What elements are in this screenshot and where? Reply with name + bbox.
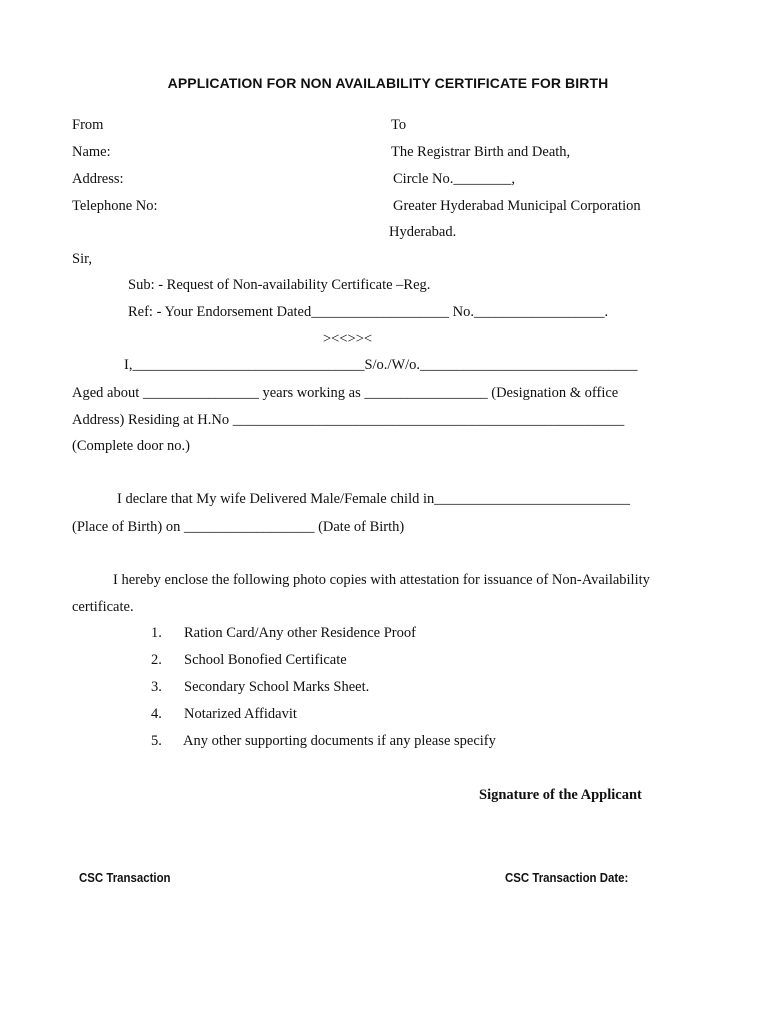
list-number: 4.	[151, 706, 162, 722]
reference-line: Ref: - Your Endorsement Dated___________________ No.__________________.	[128, 304, 609, 320]
birth-details-line: (Place of Birth) on __________________ (Date of Birth)	[72, 519, 405, 535]
salutation: Sir,	[72, 251, 92, 267]
door-line: (Complete door no.)	[72, 438, 190, 454]
signature-label: Signature of the Applicant	[479, 787, 642, 803]
from-heading: From	[72, 117, 104, 133]
enclosure-line-cont: certificate.	[72, 599, 134, 615]
list-number: 3.	[151, 679, 162, 695]
list-text: Any other supporting documents if any please specify	[183, 733, 496, 749]
to-corporation: Greater Hyderabad Municipal Corporation	[393, 198, 641, 214]
page-title: APPLICATION FOR NON AVAILABILITY CERTIFICATE FOR BIRTH	[167, 75, 609, 91]
to-circle: Circle No.________,	[393, 171, 516, 187]
applicant-line: I,________________________________S/o./W/o.______________________________	[124, 357, 638, 373]
list-number: 2.	[151, 652, 162, 668]
separator: ><<>><	[323, 331, 373, 347]
address-label: Address:	[72, 171, 124, 187]
age-line: Aged about ________________ years working as _________________ (Designation & office	[72, 385, 619, 401]
subject-line: Sub: - Request of Non-availability Certificate –Reg.	[128, 277, 431, 293]
list-text: Notarized Affidavit	[184, 706, 297, 722]
csc-transaction-date-label: CSC Transaction Date:	[505, 870, 629, 885]
list-number: 5.	[151, 733, 162, 749]
declaration-line: I declare that My wife Delivered Male/Female child in___________________________	[117, 491, 631, 507]
to-city: Hyderabad.	[389, 224, 457, 240]
list-text: Ration Card/Any other Residence Proof	[184, 625, 416, 641]
to-registrar: The Registrar Birth and Death,	[391, 144, 571, 160]
list-text: Secondary School Marks Sheet.	[184, 679, 370, 695]
enclosure-line: I hereby enclose the following photo copies with attestation for issuance of Non-Availability	[113, 572, 650, 588]
telephone-label: Telephone No:	[72, 198, 158, 214]
csc-transaction-label: CSC Transaction	[79, 870, 171, 885]
address-line: Address) Residing at H.No ______________________________________________________	[72, 412, 625, 428]
list-text: School Bonofied Certificate	[184, 652, 347, 668]
to-heading: To	[391, 117, 407, 133]
list-number: 1.	[151, 625, 162, 641]
name-label: Name:	[72, 144, 111, 160]
